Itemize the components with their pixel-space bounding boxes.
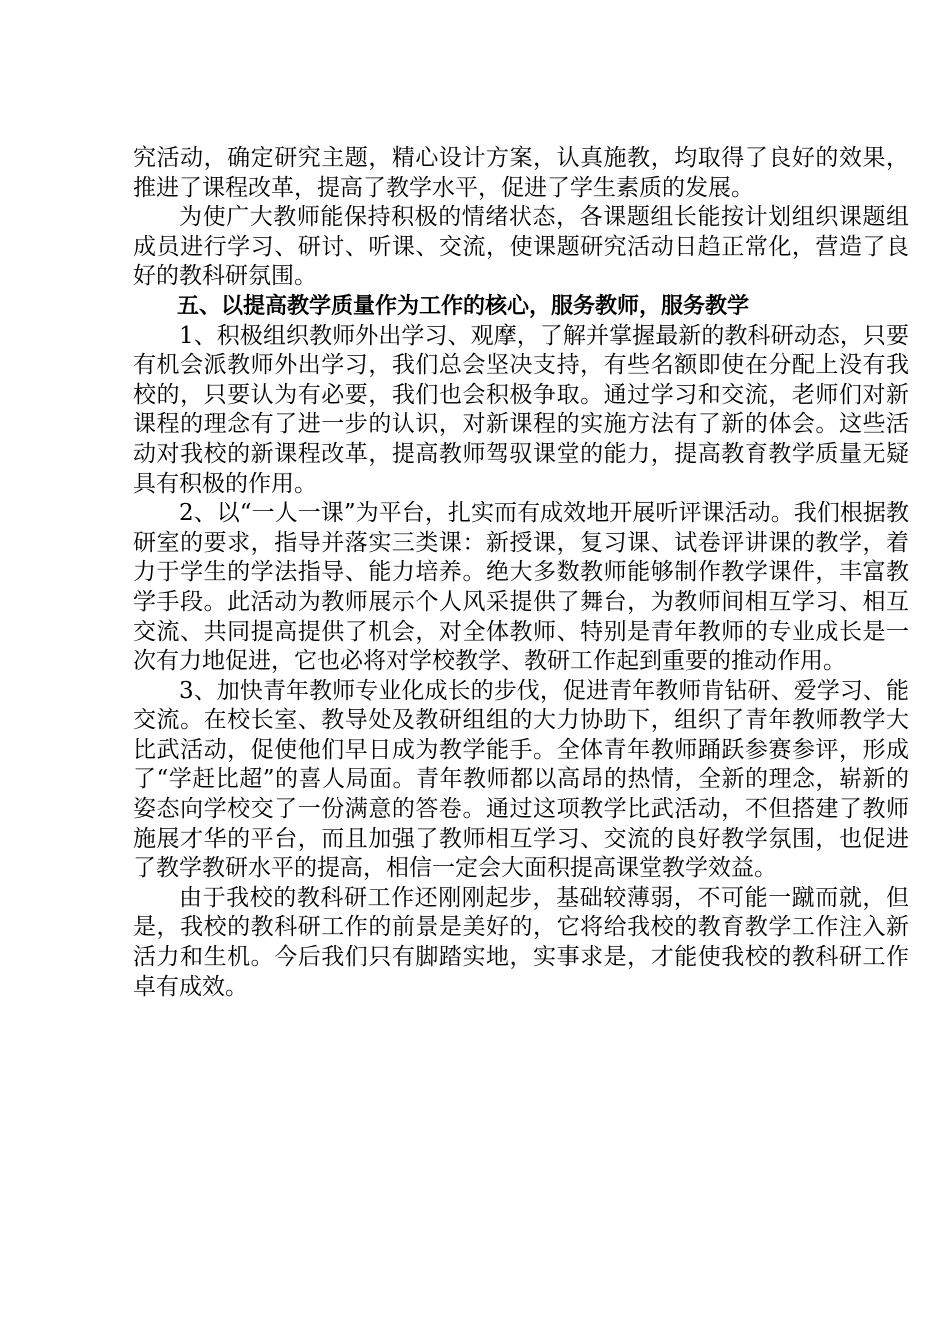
paragraph-item-1: 1、积极组织教师外出学习、观摩，了解并掌握最新的教科研动态，只要有机会派教师外出学习，我们总会坚决支持，有些名额即使在分配上没有我校的，只要认为有必要，我们也会积极争取。通过学习和交流，老师们对新课程的理念有了进一步的认识，对新课程的实施方法有了新的体会。这些活动对我校的新课程改革，提高教师驾驭课堂的能力，提高教育教学质量无疑具有积极的作用。 [133,322,909,497]
paragraph-research-atmosphere: 为使广大教师能保持积极的情绪状态，各课题组长能按计划组织课题组成员进行学习、研讨、听课、交流，使课题研究活动日趋正常化，营造了良好的教科研氛围。 [133,204,909,290]
paragraph-item-2: 2、以“一人一课”为平台，扎实而有成效地开展听评课活动。我们根据教研室的要求，指导并落实三类课：新授课，复习课、试卷评讲课的教学，着力于学生的学法指导、能力培养。绝大多数教师能够制作教学课件，丰富教学手段。此活动为教师展示个人风采提供了舞台，为教师间相互学习、相互交流、共同提高提供了机会，对全体教师、特别是青年教师的专业成长是一次有力地促进，它也必将对学校教学、教研工作起到重要的推动作用。 [133,500,909,675]
paragraph-conclusion: 由于我校的教科研工作还刚刚起步，基础较薄弱，不可能一蹴而就，但是，我校的教科研工作的前景是美好的，它将给我校的教育教学工作注入新活力和生机。今后我们只有脚踏实地，实事求是，才能使我校的教科研工作卓有成效。 [133,884,909,1000]
document-body [133,144,909,1002]
paragraph-item-3: 3、加快青年教师专业化成长的步伐，促进青年教师肯钻研、爱学习、能交流。在校长室、教导处及教研组组的大力协助下，组织了青年教师教学大比武活动，促使他们早日成为教学能手。全体青年教师踊跃参赛参评，形成了“学赶比超”的喜人局面。青年教师都以高昂的热情，全新的理念，崭新的姿态向学校交了一份满意的答卷。通过这项教学比武活动，不但搭建了教师施展才华的平台，而且加强了教师相互学习、交流的良好教学氛围，也促进了教学教研水平的提高，相信一定会大面积提高课堂教学效益。 [133,677,909,882]
paragraph-continued: 究活动，确定研究主题，精心设计方案，认真施教，均取得了良好的效果，推进了课程改革，提高了教学水平，促进了学生素质的发展。 [133,145,909,201]
section-heading-five: 五、以提高教学质量作为工作的核心，服务教师，服务教学 [177,293,750,319]
